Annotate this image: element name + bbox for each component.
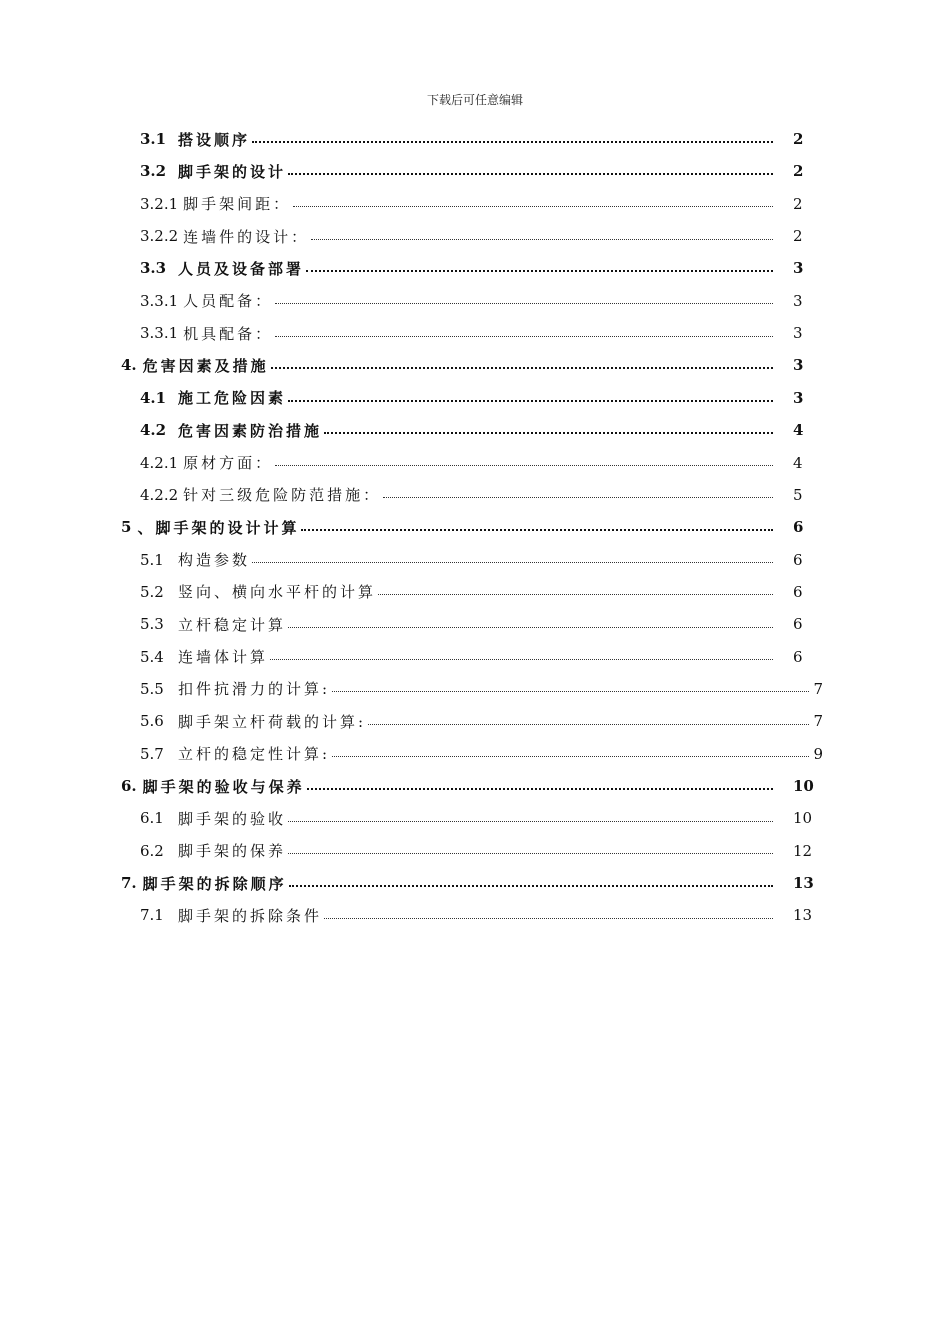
toc-dot-leader <box>301 529 773 531</box>
toc-page-number: 9 <box>813 744 823 763</box>
toc-entry-line <box>121 349 827 381</box>
toc-entry-line <box>140 641 827 673</box>
toc-entry-line <box>140 285 827 317</box>
toc-dot-leader <box>288 853 773 854</box>
toc-dot-leader <box>288 400 773 402</box>
toc-title: 机具配备： <box>183 324 274 343</box>
toc-title: 针对三级危险防范措施： <box>183 486 382 505</box>
toc-entry[interactable] <box>0 544 950 576</box>
toc-number: 4.1 <box>140 388 167 407</box>
toc-page-number: 5 <box>793 485 803 504</box>
toc-page-number: 13 <box>793 906 813 925</box>
toc-page-number: 3 <box>793 388 804 407</box>
toc-page-number: 2 <box>793 130 804 148</box>
toc-title: 施工危险因素 <box>178 389 287 408</box>
toc-page-number: 3 <box>793 259 804 278</box>
toc-title: 原材方面： <box>183 454 274 472</box>
toc-entry-line <box>140 155 827 187</box>
toc-title: 危害因素及措施 <box>142 356 269 375</box>
toc-dot-leader <box>324 432 773 434</box>
toc-number: 6. <box>121 777 137 795</box>
toc-title: 危害因素防治措施 <box>178 421 323 440</box>
toc-entry[interactable] <box>0 188 950 220</box>
toc-dot-leader <box>288 821 773 822</box>
toc-entry[interactable] <box>0 382 950 414</box>
toc-title: 立杆的稳定性计算: <box>178 745 331 764</box>
toc-entry-line <box>140 382 827 414</box>
toc-title: 脚手架的设计 <box>178 162 287 181</box>
toc-title: 脚手架的拆除顺序 <box>142 874 287 893</box>
toc-dot-leader <box>289 885 773 887</box>
toc-entry-line <box>140 544 827 576</box>
toc-page-number: 2 <box>793 162 804 181</box>
toc-page-number: 7 <box>813 712 823 731</box>
toc-number: 3.2.1 <box>140 194 179 213</box>
toc-entry-line <box>140 123 827 155</box>
toc-dot-leader <box>275 336 773 337</box>
toc-title: 构造参数 <box>178 551 251 570</box>
toc-entry[interactable] <box>0 738 950 770</box>
toc-entry[interactable] <box>0 802 950 834</box>
toc-page-number: 6 <box>793 582 803 601</box>
toc-number: 3.3.1 <box>140 291 179 310</box>
toc-number: 5.7 <box>140 744 164 763</box>
toc-title: 立杆稳定计算 <box>178 615 287 634</box>
toc-dot-leader <box>271 367 773 369</box>
toc-number: 7.1 <box>140 906 164 925</box>
toc-number: 6.1 <box>140 809 164 828</box>
toc-page-number: 10 <box>793 777 814 795</box>
toc-page-number: 3 <box>793 324 803 343</box>
toc-entry-line <box>140 835 827 867</box>
toc-entry[interactable] <box>0 835 950 867</box>
toc-number: 3.3.1 <box>140 324 179 343</box>
toc-number: 6.2 <box>140 841 164 860</box>
toc-number: 5 <box>121 518 132 537</box>
toc-dot-leader <box>288 173 773 175</box>
toc-entry-line <box>140 899 827 931</box>
toc-entry[interactable] <box>0 447 950 479</box>
toc-entry-line <box>140 802 827 834</box>
toc-number: 3.1 <box>140 130 167 148</box>
toc-dot-leader <box>293 206 773 207</box>
toc-number: 5.3 <box>140 615 164 634</box>
toc-dot-leader <box>311 239 773 240</box>
toc-entry[interactable] <box>0 252 950 284</box>
toc-entry[interactable] <box>0 220 950 252</box>
toc-number: 5.4 <box>140 647 164 666</box>
toc-number: 4. <box>121 356 137 375</box>
toc-title: 搭设顺序 <box>178 130 251 149</box>
toc-number: 7. <box>121 874 137 893</box>
toc-entry-line <box>121 511 827 543</box>
toc-entry[interactable] <box>0 673 950 705</box>
toc-dot-leader <box>270 659 773 660</box>
toc-number: 4.2.2 <box>140 485 179 504</box>
toc-page-number: 3 <box>793 291 803 310</box>
toc-number: 4.2.1 <box>140 453 179 472</box>
toc-title: 扣件抗滑力的计算: <box>178 680 331 699</box>
toc-entry-line <box>140 447 827 479</box>
toc-number: 3.3 <box>140 259 167 278</box>
toc-title: 脚手架的验收与保养 <box>142 777 305 796</box>
toc-entry[interactable] <box>0 608 950 640</box>
toc-entry[interactable] <box>0 770 950 802</box>
toc-dot-leader <box>252 141 773 143</box>
toc-page-number: 4 <box>793 453 803 472</box>
toc-dot-leader <box>306 270 773 272</box>
toc-dot-leader <box>332 756 809 757</box>
toc-page-number: 6 <box>793 518 804 537</box>
toc-dot-leader <box>324 918 773 919</box>
toc-entry[interactable] <box>0 867 950 899</box>
toc-dot-leader <box>368 724 809 725</box>
toc-title: 脚手架的保养 <box>178 842 287 861</box>
toc-entry-line <box>140 738 823 770</box>
toc-dot-leader <box>378 594 773 595</box>
toc-entry[interactable] <box>0 479 950 511</box>
toc-entry[interactable] <box>0 576 950 608</box>
toc-page-number: 12 <box>793 841 813 860</box>
toc-number: 5.6 <box>140 712 164 731</box>
toc-entry[interactable] <box>0 155 950 187</box>
toc-entry[interactable] <box>0 511 950 543</box>
toc-page-number: 4 <box>793 421 804 440</box>
toc-title: 人员配备： <box>183 292 274 311</box>
toc-number: 5.2 <box>140 582 164 601</box>
toc-dot-leader <box>332 691 809 692</box>
toc-entry-line <box>140 188 827 220</box>
toc-dot-leader <box>307 788 773 790</box>
toc-page-number: 3 <box>793 356 804 375</box>
toc-entry[interactable] <box>0 123 950 155</box>
toc-entry[interactable] <box>0 317 950 349</box>
toc-number: 3.2 <box>140 162 167 181</box>
toc-dot-leader <box>383 497 773 498</box>
toc-entry-line <box>121 867 827 899</box>
toc-entry[interactable] <box>0 641 950 673</box>
toc-entry[interactable] <box>0 349 950 381</box>
page-header: 下载后可任意编辑 <box>426 93 523 107</box>
toc-entry-line <box>140 479 827 511</box>
toc-entry-line <box>140 608 827 640</box>
toc-title: 脚手架的拆除条件 <box>178 906 323 925</box>
toc-entry-line <box>140 252 827 284</box>
toc-entry[interactable] <box>0 899 950 931</box>
toc-entry-line <box>140 705 823 737</box>
toc-number: 5.1 <box>140 550 164 569</box>
toc-number: 4.2 <box>140 421 167 440</box>
toc-dot-leader <box>275 465 773 466</box>
toc-number: 3.2.2 <box>140 227 179 246</box>
toc-dot-leader <box>275 303 773 304</box>
toc-entry-line <box>140 576 827 608</box>
toc-entry-line <box>121 770 827 802</box>
toc-page-number: 6 <box>793 615 803 634</box>
toc-entry-line <box>140 220 827 252</box>
toc-page-number: 10 <box>793 809 813 828</box>
toc-page-number: 13 <box>793 874 814 893</box>
toc-dot-leader <box>288 627 773 628</box>
toc-page-number: 7 <box>813 679 823 698</box>
toc-title: 连墙件的设计： <box>183 227 310 246</box>
toc-entry-line <box>140 673 823 705</box>
toc-entry-line <box>140 317 827 349</box>
toc-title: 脚手架间距： <box>183 195 292 214</box>
toc-page-number: 2 <box>793 194 803 213</box>
toc-title: 脚手架立杆荷载的计算: <box>178 712 367 731</box>
toc-title: 竖向、横向水平杆的计算 <box>178 583 377 602</box>
toc-title: 连墙体计算 <box>178 648 269 667</box>
toc-entry-line <box>140 414 827 446</box>
toc-dot-leader <box>252 562 773 563</box>
toc-number: 5.5 <box>140 679 164 698</box>
toc-page-number: 6 <box>793 647 803 666</box>
toc-title: 、脚手架的设计计算 <box>137 518 300 537</box>
toc-page-number: 6 <box>793 550 803 569</box>
toc-title: 人员及设备部署 <box>178 259 305 278</box>
toc-page-number: 2 <box>793 227 803 246</box>
toc-title: 脚手架的验收 <box>178 809 287 828</box>
toc-entry[interactable] <box>0 285 950 317</box>
toc-entry[interactable] <box>0 414 950 446</box>
toc-entry[interactable] <box>0 705 950 737</box>
